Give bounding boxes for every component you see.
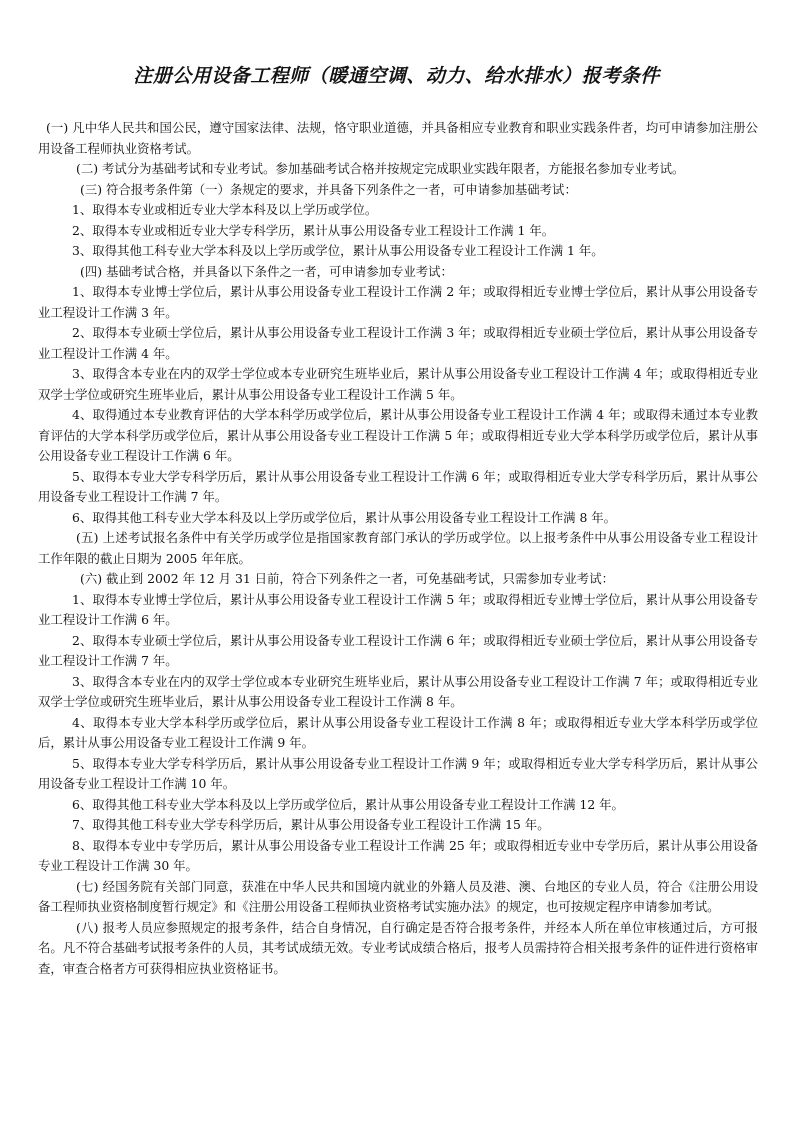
paragraph-21: 6、取得其他工科专业大学本科及以上学历或学位后，累计从事公用设备专业工程设计工作满 12 年。 — [72, 796, 624, 812]
paragraph-23: 8、取得本专业中专学历后，累计从事公用设备专业工程设计工作满 25 年；或取得相近专业中专学历后，累计从事公用设备专业工程设计工作满 30 年。 — [38, 837, 758, 873]
paragraph-8: 1、取得本专业博士学位后，累计从事公用设备专业工程设计工作满 2 年；或取得相近专业博士学位后，累计从事公用设备专业工程设计工作满 3 年。 — [38, 284, 758, 320]
paragraph-18: 3、取得含本专业在内的双学士学位或本专业研究生班毕业后，累计从事公用设备专业工程设计工作满 7 年；或取得相近专业双学士学位或研究生班毕业后，累计从事公用设备专业工程设计工作满 8 年。 — [38, 673, 758, 709]
paragraph-7: (四) 基础考试合格，并具备以下条件之一者，可申请参加专业考试： — [80, 263, 453, 279]
paragraph-25: (八) 报考人员应参照规定的报考条件，结合自身情况，自行确定是否符合报考条件，并经本人所在单位审核通过后，方可报名。凡不符合基础考试报考条件的人员，其考试成绩无效。专业考试成绩合格后，报考人员需持符合相关报考条件的证件进行资格审查，审查合格者方可获得相应执业资格证书。 — [38, 919, 758, 976]
paragraph-22: 7、取得其他工科专业大学专科学历后，累计从事公用设备专业工程设计工作满 15 年。 — [72, 817, 550, 832]
paragraph-10: 3、取得含本专业在内的双学士学位或本专业研究生班毕业后，累计从事公用设备专业工程设计工作满 4 年；或取得相近专业双学士学位或研究生班毕业后，累计从事公用设备专业工程设计工作满 5 年。 — [38, 366, 758, 402]
paragraph-2: (二) 考试分为基础考试和专业考试。参加基础考试合格并按规定完成职业实践年限者，方能报名参加专业考试。 — [76, 161, 685, 176]
paragraph-17: 2、取得本专业硕士学位后，累计从事公用设备专业工程设计工作满 6 年；或取得相近专业硕士学位后，累计从事公用设备专业工程设计工作满 7 年。 — [38, 632, 758, 668]
paragraph-4: 1、取得本专业或相近专业大学本科及以上学历或学位。 — [72, 202, 378, 217]
paragraph-15: (六) 截止到 2002 年 12 月 31 日前，符合下列条件之一者，可免基础考试，只需参加专业考试： — [80, 571, 614, 586]
paragraph-12: 5、取得本专业大学专科学历后，累计从事公用设备专业工程设计工作满 6 年；或取得相近专业大学专科学历后，累计从事公用设备专业工程设计工作满 7 年。 — [38, 468, 758, 504]
paragraph-6: 3、取得其他工科专业大学本科及以上学历或学位，累计从事公用设备专业工程设计工作满 1 年。 — [72, 243, 604, 258]
paragraph-5: 2、取得本专业或相近专业大学专科学历，累计从事公用设备专业工程设计工作满 1 年。 — [72, 222, 555, 238]
paragraph-1: (一) 凡中华人民共和国公民，遵守国家法律、法规，恪守职业道德，并具备相应专业教育和职业实践条件者，均可申请参加注册公用设备工程师执业资格考试。 — [38, 120, 758, 156]
paragraph-19: 4、取得本专业大学本科学历或学位后，累计从事公用设备专业工程设计工作满 8 年；或取得相近专业大学本科学历或学位后，累计从事公用设备专业工程设计工作满 9 年。 — [38, 714, 758, 750]
document-title: 注册公用设备工程师（暖通空调、动力、给水排水）报考条件 — [133, 65, 660, 87]
paragraph-9: 2、取得本专业硕士学位后，累计从事公用设备专业工程设计工作满 3 年；或取得相近专业硕士学位后，累计从事公用设备专业工程设计工作满 4 年。 — [38, 325, 758, 361]
paragraph-3: (三) 符合报考条件第（一）条规定的要求，并具备下列条件之一者，可申请参加基础考试： — [80, 181, 577, 197]
paragraph-13: 6、取得其他工科专业大学本科及以上学历或学位后，累计从事公用设备专业工程设计工作满 8 年。 — [72, 509, 617, 525]
document-body — [38, 118, 758, 979]
paragraph-24: (七) 经国务院有关部门同意，获准在中华人民共和国境内就业的外籍人员及港、澳、台地区的专业人员，符合《注册公用设备工程师执业资格制度暂行规定》和《注册公用设备工程师执业资格考试实施办法》的规定，也可按规定程序申请参加考试。 — [38, 878, 758, 914]
paragraph-16: 1、取得本专业博士学位后，累计从事公用设备专业工程设计工作满 5 年；或取得相近专业博士学位后，累计从事公用设备专业工程设计工作满 6 年。 — [38, 591, 758, 627]
paragraph-11: 4、取得通过本专业教育评估的大学本科学历或学位后，累计从事公用设备专业工程设计工作满 4 年；或取得未通过本专业教育评估的大学本科学历或学位后，累计从事公用设备专业工程设计工作满 5 年；或取得相近专业大学本科学历或学位后，累计从事公用设备专业工程设计工作满 6 年。 — [38, 407, 758, 463]
paragraph-20: 5、取得本专业大学专科学历后，累计从事公用设备专业工程设计工作满 9 年；或取得相近专业大学专科学历后，累计从事公用设备专业工程设计工作满 10 年。 — [38, 755, 758, 791]
paragraph-14: (五) 上述考试报名条件中有关学历或学位是指国家教育部门承认的学历或学位。以上报考条件中从事公用设备专业工程设计工作年限的截止日期为 2005 年年底。 — [38, 530, 758, 566]
